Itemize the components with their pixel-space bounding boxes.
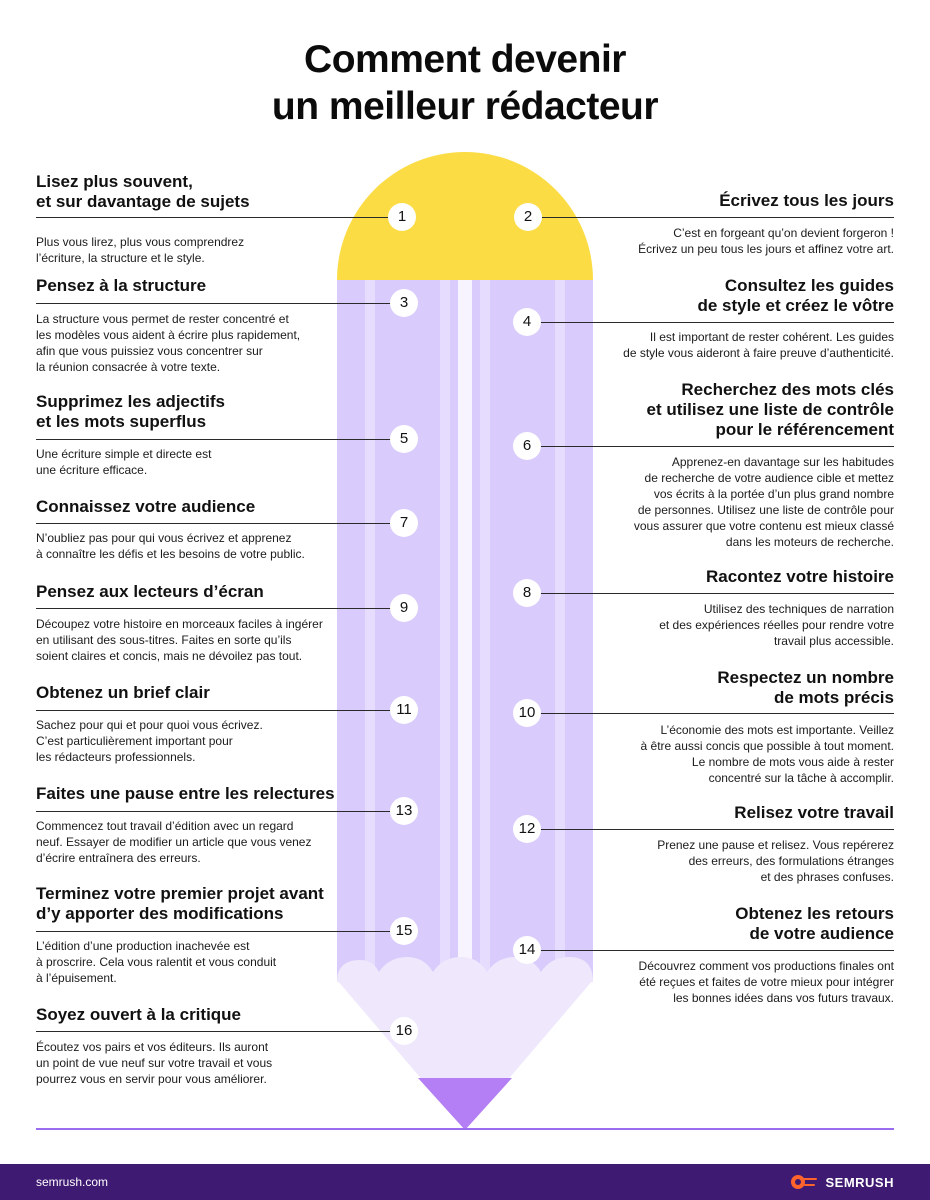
tip-text — [36, 717, 376, 765]
tip-text — [36, 938, 376, 986]
step-number-7: 7 — [390, 509, 418, 537]
tip-title-line: Connaissez votre audience — [36, 497, 256, 516]
tip-text-line: des erreurs, des formulations étranges — [688, 854, 894, 868]
tip-title-line: Racontez votre histoire — [706, 567, 894, 586]
bottom-divider — [36, 1128, 894, 1130]
step-number-12: 12 — [513, 815, 541, 843]
tip-title — [36, 172, 376, 212]
tip-title-line: d’y apporter des modifications — [36, 904, 284, 923]
tip-text-line: vous assurer que votre contenu est mieux classé — [633, 519, 894, 533]
step-number-1: 1 — [388, 203, 416, 231]
tip-9 — [36, 582, 376, 664]
tip-text-line: dans les moteurs de recherche. — [725, 535, 894, 549]
tip-title-line: Faites une pause entre les relectures — [36, 784, 335, 803]
tip-title — [564, 380, 894, 440]
tip-text-line: Le nombre de mots vous aide à rester — [691, 755, 894, 769]
tip-2 — [564, 191, 894, 257]
tip-text-line: Utilisez des techniques de narration — [703, 602, 894, 616]
tip-8 — [564, 567, 894, 649]
tip-title — [36, 392, 376, 432]
tip-text-line: N’oubliez pas pour qui vous écrivez et apprenez — [36, 531, 292, 545]
tip-3 — [36, 276, 376, 375]
tip-text-line: concentré sur la tâche à accomplir. — [708, 771, 894, 785]
page-title-line-2: un meilleur rédacteur — [271, 85, 659, 128]
tip-title-line: Recherchez des mots clés — [681, 380, 894, 399]
tip-text-line: Apprenez-en davantage sur les habitudes — [671, 455, 894, 469]
tip-title-line: Terminez votre premier projet avant — [36, 884, 324, 903]
tip-text-line: un point de vue neuf sur votre travail et vous — [36, 1056, 273, 1070]
tip-title — [564, 904, 894, 944]
tip-title-line: Relisez votre travail — [734, 803, 894, 822]
tip-title-line: et sur davantage de sujets — [36, 192, 250, 211]
tip-title — [36, 497, 376, 517]
footer-url-link[interactable]: semrush.com — [36, 1175, 109, 1189]
tip-text-line: la réunion consacrée à votre texte. — [36, 360, 221, 374]
tip-6 — [564, 380, 894, 550]
tip-14 — [564, 904, 894, 1006]
page-title-line-1: Comment devenir — [304, 38, 626, 81]
tip-title — [36, 784, 376, 804]
tip-title — [36, 582, 376, 602]
tip-title-line: Supprimez les adjectifs — [36, 392, 225, 411]
tip-text-line: d’écrire entraînera des erreurs. — [36, 851, 201, 865]
tip-7 — [36, 497, 376, 562]
tip-1 — [36, 172, 376, 266]
tip-11 — [36, 683, 376, 765]
tip-text-line: neuf. Essayer de modifier un article que vous venez — [36, 835, 312, 849]
tip-title-line: Soyez ouvert à la critique — [36, 1005, 242, 1024]
tip-title — [564, 567, 894, 587]
tip-text-line: vos écrits à la portée d’un plus grand nombre — [653, 487, 894, 501]
tip-title-line: de style et créez le vôtre — [697, 296, 894, 315]
tip-title-line: de mots précis — [774, 688, 894, 707]
tip-text — [36, 1039, 376, 1087]
tip-text — [564, 601, 894, 649]
tip-text-line: été reçues et faites de votre mieux pour intégrer — [639, 975, 894, 989]
tip-text — [564, 958, 894, 1006]
footer-bar — [0, 1164, 930, 1200]
tip-15 — [36, 884, 376, 986]
tip-text — [564, 329, 894, 361]
tip-title-line: et les mots superflus — [36, 412, 207, 431]
pencil-ridge — [440, 280, 450, 980]
tip-text — [36, 530, 376, 562]
tip-text-line: et des phrases confuses. — [760, 870, 894, 884]
tip-text-line: pourrez vous en servir pour vous améliorer. — [36, 1072, 267, 1086]
tip-text-line: de recherche de votre audience cible et mettez — [644, 471, 894, 485]
tip-text-line: à l’épuisement. — [36, 971, 117, 985]
tip-text — [564, 225, 894, 257]
tip-text-line: à être aussi concis que possible à tout moment. — [640, 739, 894, 753]
tip-text-line: Écoutez vos pairs et vos éditeurs. Ils auront — [36, 1040, 269, 1054]
tip-text-line: L’économie des mots est importante. Veillez — [660, 723, 894, 737]
tip-text — [564, 837, 894, 885]
tip-text-line: soient claires et concis, mais ne dévoilez pas tout. — [36, 649, 303, 663]
pencil-ridge — [480, 280, 490, 980]
tip-title-line: Pensez à la structure — [36, 276, 207, 295]
tip-title-line: Obtenez un brief clair — [36, 683, 210, 702]
step-number-8: 8 — [513, 579, 541, 607]
tip-16 — [36, 1005, 376, 1087]
tip-title-line: Obtenez les retours — [735, 904, 894, 923]
tip-text — [36, 311, 376, 375]
tip-title — [564, 191, 894, 211]
tip-title-line: Consultez les guides — [724, 276, 894, 295]
tip-text — [564, 454, 894, 550]
tip-text — [36, 446, 376, 478]
tip-text-line: C’est en forgeant qu’on devient forgeron ! — [673, 226, 894, 240]
pencil-ridge — [458, 280, 472, 980]
tip-text-line: L’édition d’une production inachevée est — [36, 939, 250, 953]
tip-text-line: de personnes. Utilisez une liste de contrôle pour — [637, 503, 894, 517]
tip-text-line: de style vous aideront à faire preuve d’authenticité. — [623, 346, 894, 360]
tip-text-line: les modèles vous aident à écrire plus rapidement, — [36, 328, 301, 342]
tip-title-line: Écrivez tous les jours — [719, 191, 894, 210]
tip-title — [36, 1005, 376, 1025]
tip-text-line: Plus vous lirez, plus vous comprendrez — [36, 235, 245, 249]
tip-text-line: et des expériences réelles pour rendre votre — [659, 618, 894, 632]
tip-text-line: La structure vous permet de rester concentré et — [36, 312, 289, 326]
tip-text — [36, 818, 376, 866]
tip-title-line: pour le référencement — [715, 420, 894, 439]
step-number-10: 10 — [513, 699, 541, 727]
step-number-2: 2 — [514, 203, 542, 231]
step-number-9: 9 — [390, 594, 418, 622]
step-number-16: 16 — [390, 1017, 418, 1045]
tip-4 — [564, 276, 894, 361]
step-number-4: 4 — [513, 308, 541, 336]
tip-text-line: Une écriture simple et directe est — [36, 447, 212, 461]
tip-title-line: Pensez aux lecteurs d’écran — [36, 582, 264, 601]
tip-title-line: de votre audience — [749, 924, 894, 943]
tip-text-line: en utilisant des sous-titres. Faites en sorte qu’ils — [36, 633, 292, 647]
tip-text-line: une écriture efficace. — [36, 463, 148, 477]
tip-text-line: Découvrez comment vos productions finales ont — [638, 959, 894, 973]
tip-title-line: Lisez plus souvent, — [36, 172, 193, 191]
tip-text-line: les bonnes idées dans vos futurs travaux. — [673, 991, 894, 1005]
tip-10 — [564, 668, 894, 786]
tip-text-line: afin que vous puissiez vous concentrer sur — [36, 344, 263, 358]
tip-text-line: les rédacteurs professionnels. — [36, 750, 196, 764]
pencil-lead — [418, 1078, 512, 1130]
tip-text-line: Il est important de rester cohérent. Les guides — [649, 330, 894, 344]
tip-13 — [36, 784, 376, 866]
tip-12 — [564, 803, 894, 885]
step-number-6: 6 — [513, 432, 541, 460]
step-number-11: 11 — [390, 696, 418, 724]
step-number-15: 15 — [390, 917, 418, 945]
tip-5 — [36, 392, 376, 478]
tip-title — [36, 276, 376, 296]
semrush-flame-icon — [789, 1175, 819, 1189]
tip-title — [564, 668, 894, 708]
tip-text — [36, 616, 376, 664]
tip-title — [564, 803, 894, 823]
semrush-logo[interactable] — [789, 1174, 894, 1190]
tip-text — [564, 722, 894, 786]
tip-text-line: travail plus accessible. — [773, 634, 894, 648]
tip-text-line: Écrivez un peu tous les jours et affinez votre art. — [638, 242, 894, 256]
tip-title — [564, 276, 894, 316]
step-number-13: 13 — [390, 797, 418, 825]
step-number-3: 3 — [390, 289, 418, 317]
tip-text-line: l’écriture, la structure et le style. — [36, 251, 205, 265]
semrush-brand-name: SEMRUSH — [825, 1174, 894, 1190]
tip-text-line: à connaître les défis et les besoins de votre public. — [36, 547, 305, 561]
tip-title — [36, 683, 376, 703]
tip-text — [36, 234, 376, 266]
tip-text-line: Découpez votre histoire en morceaux faciles à ingérer — [36, 617, 323, 631]
tip-text-line: C’est particulièrement important pour — [36, 734, 233, 748]
step-number-14: 14 — [513, 936, 541, 964]
step-number-5: 5 — [390, 425, 418, 453]
tip-text-line: Commencez tout travail d’édition avec un regard — [36, 819, 294, 833]
tip-title-line: et utilisez une liste de contrôle — [646, 400, 894, 419]
tip-text-line: à proscrire. Cela vous ralentit et vous conduit — [36, 955, 277, 969]
tip-title-line: Respectez un nombre — [717, 668, 894, 687]
tip-text-line: Sachez pour qui et pour quoi vous écrivez. — [36, 718, 263, 732]
tip-title — [36, 884, 376, 924]
tip-text-line: Prenez une pause et relisez. Vous repérerez — [657, 838, 894, 852]
